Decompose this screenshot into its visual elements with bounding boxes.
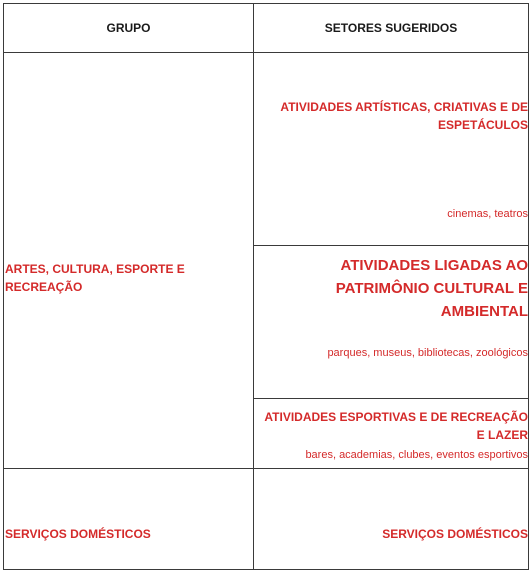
sector-examples: cinemas, teatros (447, 208, 528, 220)
row-divider (4, 468, 528, 469)
header-sectors: SETORES SUGERIDOS (324, 21, 458, 35)
sector-divider-2 (253, 398, 528, 399)
sector-title: ATIVIDADES ARTÍSTICAS, CRIATIVAS E DE ESPETÁCULOS (280, 100, 528, 132)
group-domestic-services: SERVIÇOS DOMÉSTICOS (5, 527, 151, 541)
sector-title: ATIVIDADES ESPORTIVAS E DE RECREAÇÃO E LAZER (264, 410, 528, 442)
sectors-table (3, 3, 529, 570)
header-group: GRUPO (106, 21, 151, 35)
sector-title: SERVIÇOS DOMÉSTICOS (382, 527, 528, 541)
sector-examples: bares, academias, clubes, eventos esportivos (305, 449, 528, 461)
sector-title: ATIVIDADES LIGADAS AO PATRIMÔNIO CULTURAL E AMBIENTAL (335, 257, 528, 320)
header-divider (4, 52, 528, 53)
column-divider (253, 4, 254, 569)
group-arts-culture: ARTES, CULTURA, ESPORTE E RECREAÇÃO (5, 262, 185, 294)
sector-divider-1 (253, 245, 528, 246)
sector-examples: parques, museus, bibliotecas, zoológicos (327, 347, 528, 359)
